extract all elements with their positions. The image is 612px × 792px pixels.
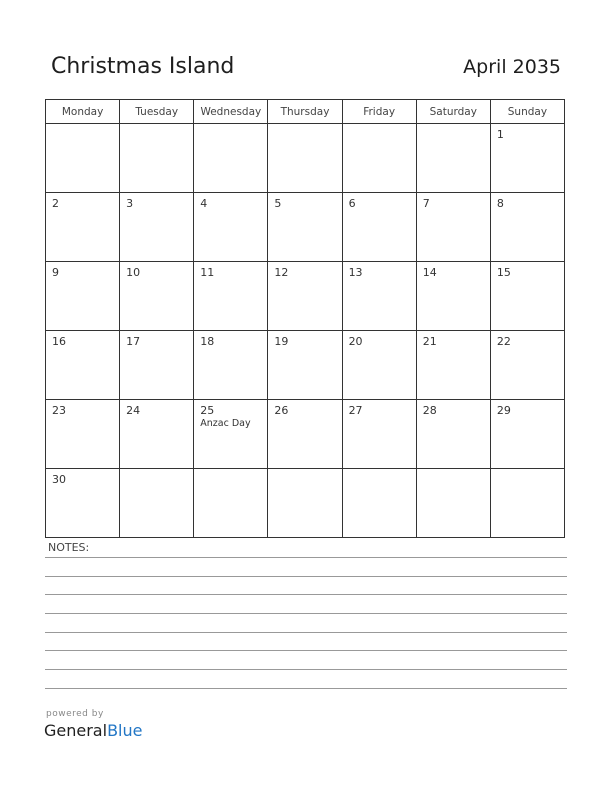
- day-cell: [416, 124, 490, 193]
- day-number: 8: [496, 197, 504, 210]
- day-cell: [416, 469, 490, 538]
- day-number: 18: [200, 335, 215, 348]
- day-number: 2: [52, 197, 59, 210]
- day-cell: [490, 400, 564, 469]
- week-row: [46, 469, 565, 538]
- note-line: [45, 669, 567, 670]
- weekday-header: Wednesday: [194, 100, 268, 124]
- day-cell: [194, 331, 268, 400]
- day-number: 19: [274, 335, 289, 348]
- day-number: 3: [126, 197, 134, 210]
- brand-name-general: General: [44, 721, 108, 740]
- note-line: [45, 650, 567, 651]
- day-cell: [268, 331, 342, 400]
- day-cell: [490, 124, 564, 193]
- day-cell: [490, 331, 564, 400]
- day-cell: [416, 400, 490, 469]
- day-cell: [490, 469, 564, 538]
- day-cell: [120, 331, 194, 400]
- day-cell: [194, 469, 268, 538]
- note-line: [45, 613, 567, 614]
- day-number: 25: [200, 404, 215, 417]
- day-number: 22: [496, 335, 511, 348]
- brand-logo[interactable]: [44, 721, 142, 740]
- note-line: [45, 688, 567, 689]
- weekday-header: Sunday: [490, 100, 564, 124]
- day-number: 26: [274, 404, 289, 417]
- day-cell: [268, 262, 342, 331]
- weekday-header: Monday: [46, 100, 120, 124]
- note-line: [45, 632, 567, 633]
- day-number: 27: [348, 404, 363, 417]
- day-cell: [194, 193, 268, 262]
- powered-by-text: powered by: [46, 709, 104, 719]
- day-number: 28: [422, 404, 437, 417]
- day-cell: [194, 124, 268, 193]
- day-cell: [46, 469, 120, 538]
- day-cell: [268, 193, 342, 262]
- day-number: 17: [126, 335, 141, 348]
- day-number: 4: [200, 197, 208, 210]
- day-cell: [342, 331, 416, 400]
- day-number: 15: [496, 266, 511, 279]
- week-row: [46, 400, 565, 469]
- day-cell: [342, 124, 416, 193]
- week-row: [46, 193, 565, 262]
- day-cell: [46, 262, 120, 331]
- day-cell: [268, 469, 342, 538]
- week-row: [46, 331, 565, 400]
- day-cell: [268, 124, 342, 193]
- week-row: [46, 124, 565, 193]
- day-cell: [46, 124, 120, 193]
- day-cell: [46, 193, 120, 262]
- day-number: 1: [496, 128, 504, 141]
- day-cell: [120, 469, 194, 538]
- day-number: 23: [52, 404, 66, 417]
- weekday-header: Tuesday: [120, 100, 194, 124]
- day-number: 30: [52, 473, 66, 486]
- day-cell: [194, 400, 268, 469]
- day-number: 7: [422, 197, 430, 210]
- day-cell: [194, 262, 268, 331]
- day-number: 5: [274, 197, 282, 210]
- brand-name-blue: Blue: [107, 721, 143, 740]
- day-number: 12: [274, 266, 289, 279]
- day-cell: [268, 400, 342, 469]
- day-cell: [342, 400, 416, 469]
- day-cell: [416, 331, 490, 400]
- day-cell: [490, 262, 564, 331]
- day-cell: [416, 193, 490, 262]
- day-cell: [416, 262, 490, 331]
- day-cell: [120, 262, 194, 331]
- day-number: 24: [126, 404, 141, 417]
- day-number: 29: [496, 404, 511, 417]
- notes-label: NOTES:: [48, 541, 90, 554]
- holiday-label: Anzac Day: [200, 418, 251, 429]
- note-line: [45, 557, 567, 558]
- day-number: 20: [348, 335, 363, 348]
- day-cell: [120, 193, 194, 262]
- weekday-header: Saturday: [416, 100, 490, 124]
- weekday-header: Friday: [342, 100, 416, 124]
- note-line: [45, 594, 567, 595]
- day-cell: [490, 193, 564, 262]
- day-number: 11: [200, 266, 215, 279]
- weekday-header-row: [46, 100, 565, 124]
- day-number: 14: [422, 266, 437, 279]
- day-cell: [342, 262, 416, 331]
- day-cell: [342, 469, 416, 538]
- day-cell: [342, 193, 416, 262]
- day-cell: [120, 124, 194, 193]
- day-cell: [120, 400, 194, 469]
- calendar-month: April 2035: [463, 56, 561, 78]
- day-number: 21: [422, 335, 437, 348]
- calendar-grid: [45, 99, 565, 538]
- day-number: 6: [348, 197, 356, 210]
- note-line: [45, 576, 567, 577]
- calendar-title: Christmas Island: [51, 54, 235, 79]
- week-row: [46, 262, 565, 331]
- weekday-header: Thursday: [268, 100, 342, 124]
- day-number: 13: [348, 266, 363, 279]
- day-number: 16: [52, 335, 66, 348]
- day-number: 9: [52, 266, 59, 279]
- day-cell: [46, 331, 120, 400]
- day-cell: [46, 400, 120, 469]
- day-number: 10: [126, 266, 141, 279]
